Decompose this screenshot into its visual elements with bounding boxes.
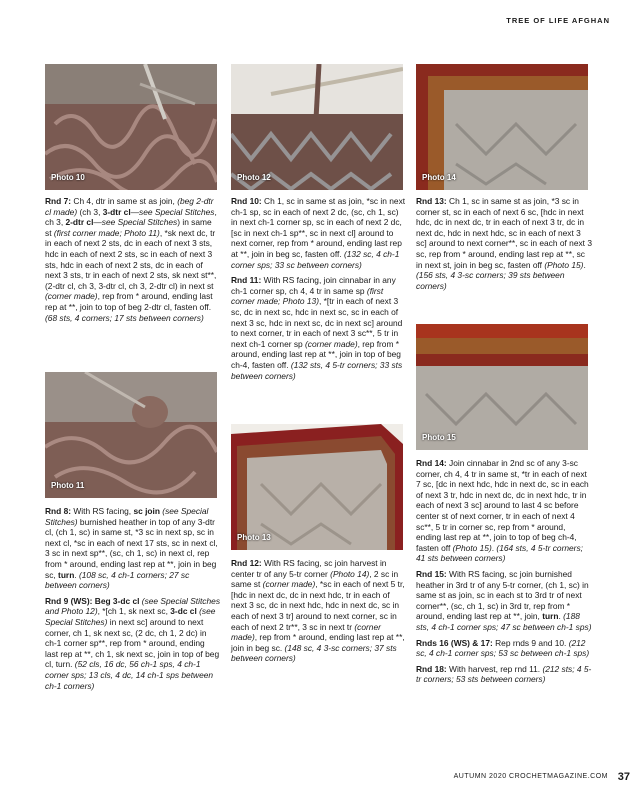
rnd-18-paragraph: Rnd 18: With harvest, rep rnd 11. (212 sts; 4 5-tr corners; 53 sts between corners) [416,663,592,685]
photo-10 [45,64,217,190]
photo-15-image [416,324,588,450]
photo-10-caption: Photo 10 [51,173,85,182]
photo-11-caption: Photo 11 [51,481,85,490]
photo-13 [231,424,403,550]
photo-13-caption: Photo 13 [237,533,271,542]
rnd-15-paragraph: Rnd 15: With RS facing, sc join burnished heather in 3rd tr of any 5-tr corner, (ch 1, sc) in same st as join, sc in each st to 3rd tr of next corner**, (sc, ch 1, sc) in 3rd tr, rep from * around, ending last rep at **, join, turn. (188 sts, 4 ch-1 corner sps; 47 sc between ch-1 sps) [416,568,592,632]
photo-13-image [231,424,403,550]
page-number: 37 [617,771,630,783]
photo-15 [416,324,588,450]
photo-14-image [416,64,588,190]
photo-14 [416,64,588,190]
column-3-top [416,196,592,296]
rnd-13-paragraph: Rnd 13: Ch 1, sc in same st as join, *3 sc in corner st, sc in each of next 6 sc, [hdc in next hdc, dc in next dc, tr in each of next 3 tr, dc in next dc, hdc in next hdc, sc in each of next 3 sc] around to next corner**, sc in each of next 3 sc, rep from * around, ending last rep at **, sc in next st, join in beg sc, fasten off (Photo 15). (156 sts, 4 3-sc corners; 39 sts between corners) [416,196,592,291]
rnds-16-17-paragraph: Rnds 16 (WS) & 17: Rep rnds 9 and 10. (212 sc, 4 ch-1 corner sps; 53 sc between ch-1 sps) [416,637,590,659]
column-2-bottom [231,558,406,669]
running-header: TREE OF LIFE AFGHAN [506,16,610,25]
photo-11 [45,372,217,498]
rnd-12-paragraph: Rnd 12: With RS facing, sc join harvest in center tr of any 5-tr corner (Photo 14), 2 sc in same st (corner made), *sc in each of next 5 tr, [hdc in next dc, dc in next hdc, tr in each of next 3 sc, dc in next hdc, hdc in next dc, sc in each of next 3 tr] around to next corner, sc in each of next 2 tr**, 3 sc in next tr (corner made), rep from * around, ending last rep at **, join in beg sc. (148 sc, 4 3-sc corners; 37 sts between corners) [231,558,405,664]
column-1-bottom [45,506,220,696]
rnd-8-paragraph: Rnd 8: With RS facing, sc join (see Special Stitches) burnished heather in top of any 3-dtr cl, (ch 1, sc) in same st, *3 sc in next sp, sc in next cl, *sc in each of next 17 sts, sc in next cl, 3 sc in next sp**, (sc, ch 1, sc) in next cl, rep from * around, ending last rep at **, join in beg sc, turn. (108 sc, 4 ch-1 corners; 27 sc between corners) [45,506,218,591]
photo-10-image [45,64,217,190]
footer-issue: AUTUMN 2020 CROCHETMAGAZINE.COM [453,773,608,780]
rnd-10-paragraph: Rnd 10: Ch 1, sc in same st as join, *sc in next ch-1 sp, sc in each of next 2 dc, (sc, ch 1, sc) in next ch-1 corner sp, sc in each of next 2 dc, [sc in next ch-1 sp**, sc in next cl] around to next corner, rep from * around, ending last rep at **, join in beg sc, fasten off. (132 sc, 4 ch-1 corner sps; 33 sc between corners) [231,196,406,270]
rnd-9-paragraph: Rnd 9 (WS): Beg 3-dc cl (see Special Stitches and Photo 12), *[ch 1, sk next sc, 3-dc cl (see Special Stitches) in next sc] around to next corner, ch 1, sk next sc, (2 dc, ch 1, 2 dc) in ch-1 corner sp**, rep from * around, ending last rep at **, ch 1, sk next sc, join in top of beg cl, turn. (52 cls, 16 dc, 56 ch-1 sps, 4 ch-1 corner sps; 13 cls, 4 dc, 14 ch-1 sps between ch-1 corners) [45,595,221,691]
column-1-top [45,196,220,328]
photo-12-caption: Photo 12 [237,173,271,182]
column-2-top [231,196,406,386]
photo-12 [231,64,403,190]
rnd-7-paragraph: Rnd 7: Ch 4, dtr in same st as join, (beg 2-dtr cl made) (ch 3, 3-dtr cl—see Special Stitches, ch 3, 2-dtr cl—see Special Stitches) in same st (first corner made; Photo 11), *sk next dc, tr in each of next 2 sts, dc in each of next 3 sts, hdc in each of next 2 sts, sc in each of next 3 sts, hdc in each of next 2 sts, dc in each of next 3 sts, tr in each of next 2 sts, sk next st**, (2-dtr cl, ch 3, 3-dtr cl, ch 3, 2-dtr cl) in next st (corner made), rep from * around, ending last rep at **, join to top of beg 2-dtr cl, fasten off. (68 sts, 4 corners; 17 sts between corners) [45,196,217,323]
rnd-11-paragraph: Rnd 11: With RS facing, join cinnabar in any ch-1 corner sp, ch 4, 4 tr in same sp (first corner made; Photo 13), *[tr in each of next 3 sc, dc in next sc, hdc in next sc, sc in each of next 3 sc, hdc in next sc, dc in next sc] around to next corner, tr in each of next 3 sc**, 5 tr in next ch-1 corner sp (corner made), rep from * around, ending last rep at **, join in top of beg ch-4, fasten off. (132 sts, 4 5-tr corners; 33 sts between corners) [231,275,403,381]
rnd-14-paragraph: Rnd 14: Join cinnabar in 2nd sc of any 3-sc corner, ch 4, 4 tr in same st, *tr in each of next 7 sc, [dc in next hdc, hdc in next dc, sc in each of next 3 tr, hdc in next dc, dc in next hdc, tr in each of next 3 sc] around to last 4 sc before center st of next corner, tr in each of next 4 sc**, 5 tr in corner sc, rep from * around, ending last rep at **, join to top of beg ch-4, fasten off (Photo 15). (164 sts, 4 5-tr corners; 41 sts between corners) [416,458,589,564]
photo-15-caption: Photo 15 [422,433,456,442]
photo-11-image [45,372,217,498]
photo-14-caption: Photo 14 [422,173,456,182]
column-3-bottom [416,458,592,690]
photo-12-image [231,64,403,190]
